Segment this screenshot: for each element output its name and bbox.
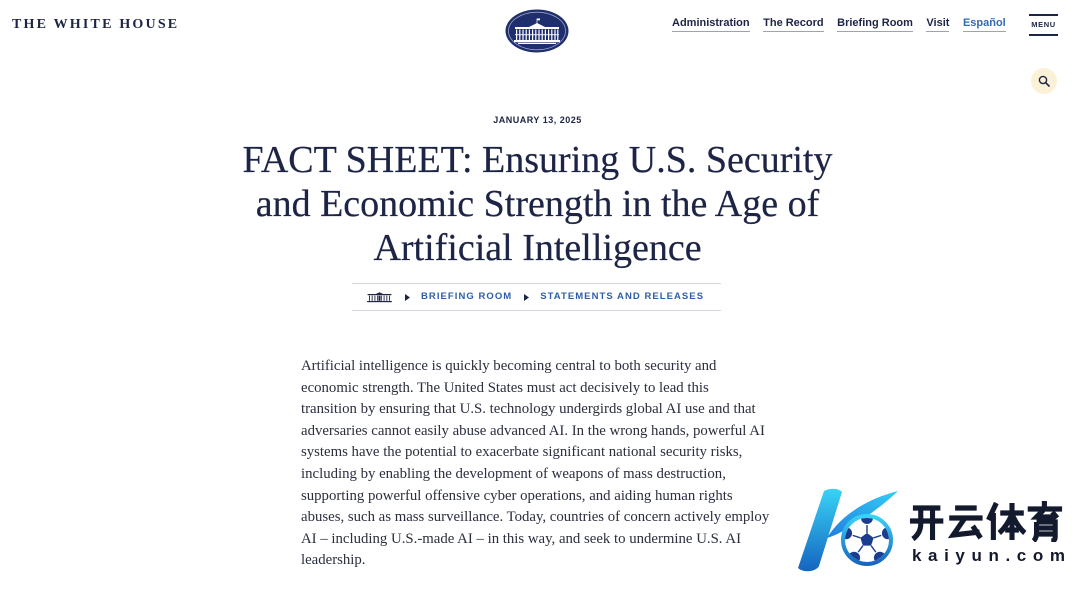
chevron-right-icon <box>524 294 529 301</box>
breadcrumb-statements-and-releases[interactable]: STATEMENTS AND RELEASES <box>540 291 705 302</box>
body-line: economic strength. The United States must act decisively to lead this <box>301 379 709 396</box>
body-line: abuses, such as mass surveillance. Today, countries of concern actively employ <box>301 509 770 526</box>
article-body <box>301 356 769 572</box>
body-line: supporting powerful offensive cyber operations, and aiding human rights <box>301 487 733 504</box>
breadcrumb <box>352 283 721 311</box>
body-line: AI – including U.S.-made AI – in this way, and seek to undermine U.S. AI <box>301 530 742 547</box>
search-button[interactable] <box>1031 68 1057 94</box>
watermark-domain: kaiyun.com <box>912 546 1072 565</box>
body-line: including by enabling the development of weapons of mass destruction, <box>301 465 726 482</box>
article-date: JANUARY 13, 2025 <box>493 115 582 125</box>
nav-link-the-record[interactable]: The Record <box>763 16 824 32</box>
menu-button[interactable]: MENU <box>1029 14 1058 36</box>
watermark-k-logo-icon <box>793 488 901 574</box>
main-nav <box>672 16 1006 32</box>
body-line: leadership. <box>301 552 366 569</box>
nav-link-administration[interactable]: Administration <box>672 16 750 32</box>
white-house-building-icon[interactable] <box>366 292 393 303</box>
nav-link-briefing-room[interactable]: Briefing Room <box>837 16 913 32</box>
chevron-right-icon <box>405 294 410 301</box>
breadcrumb-briefing-room[interactable]: BRIEFING ROOM <box>421 291 513 302</box>
nav-link-visit[interactable]: Visit <box>926 16 949 32</box>
body-line: Artificial intelligence is quickly becoming central to both security and <box>301 358 717 374</box>
body-line: transition by ensuring that U.S. technology undergirds global AI use and that <box>301 401 756 418</box>
white-house-seal-icon[interactable] <box>505 9 569 53</box>
body-line: adversaries cannot easily abuse advanced AI. In the wrong hands, powerful AI <box>301 422 765 439</box>
body-line: systems have the potential to exacerbate significant national security risks, <box>301 444 743 461</box>
search-icon <box>1038 75 1050 87</box>
site-title[interactable]: THE WHITE HOUSE <box>12 17 180 32</box>
watermark-wordmark <box>908 500 1065 542</box>
nav-link-espanol[interactable]: Español <box>963 16 1006 32</box>
article-title: FACT SHEET: Ensuring U.S. Security and Economic Strength in the Age of Artificial Intelligence <box>242 139 833 269</box>
